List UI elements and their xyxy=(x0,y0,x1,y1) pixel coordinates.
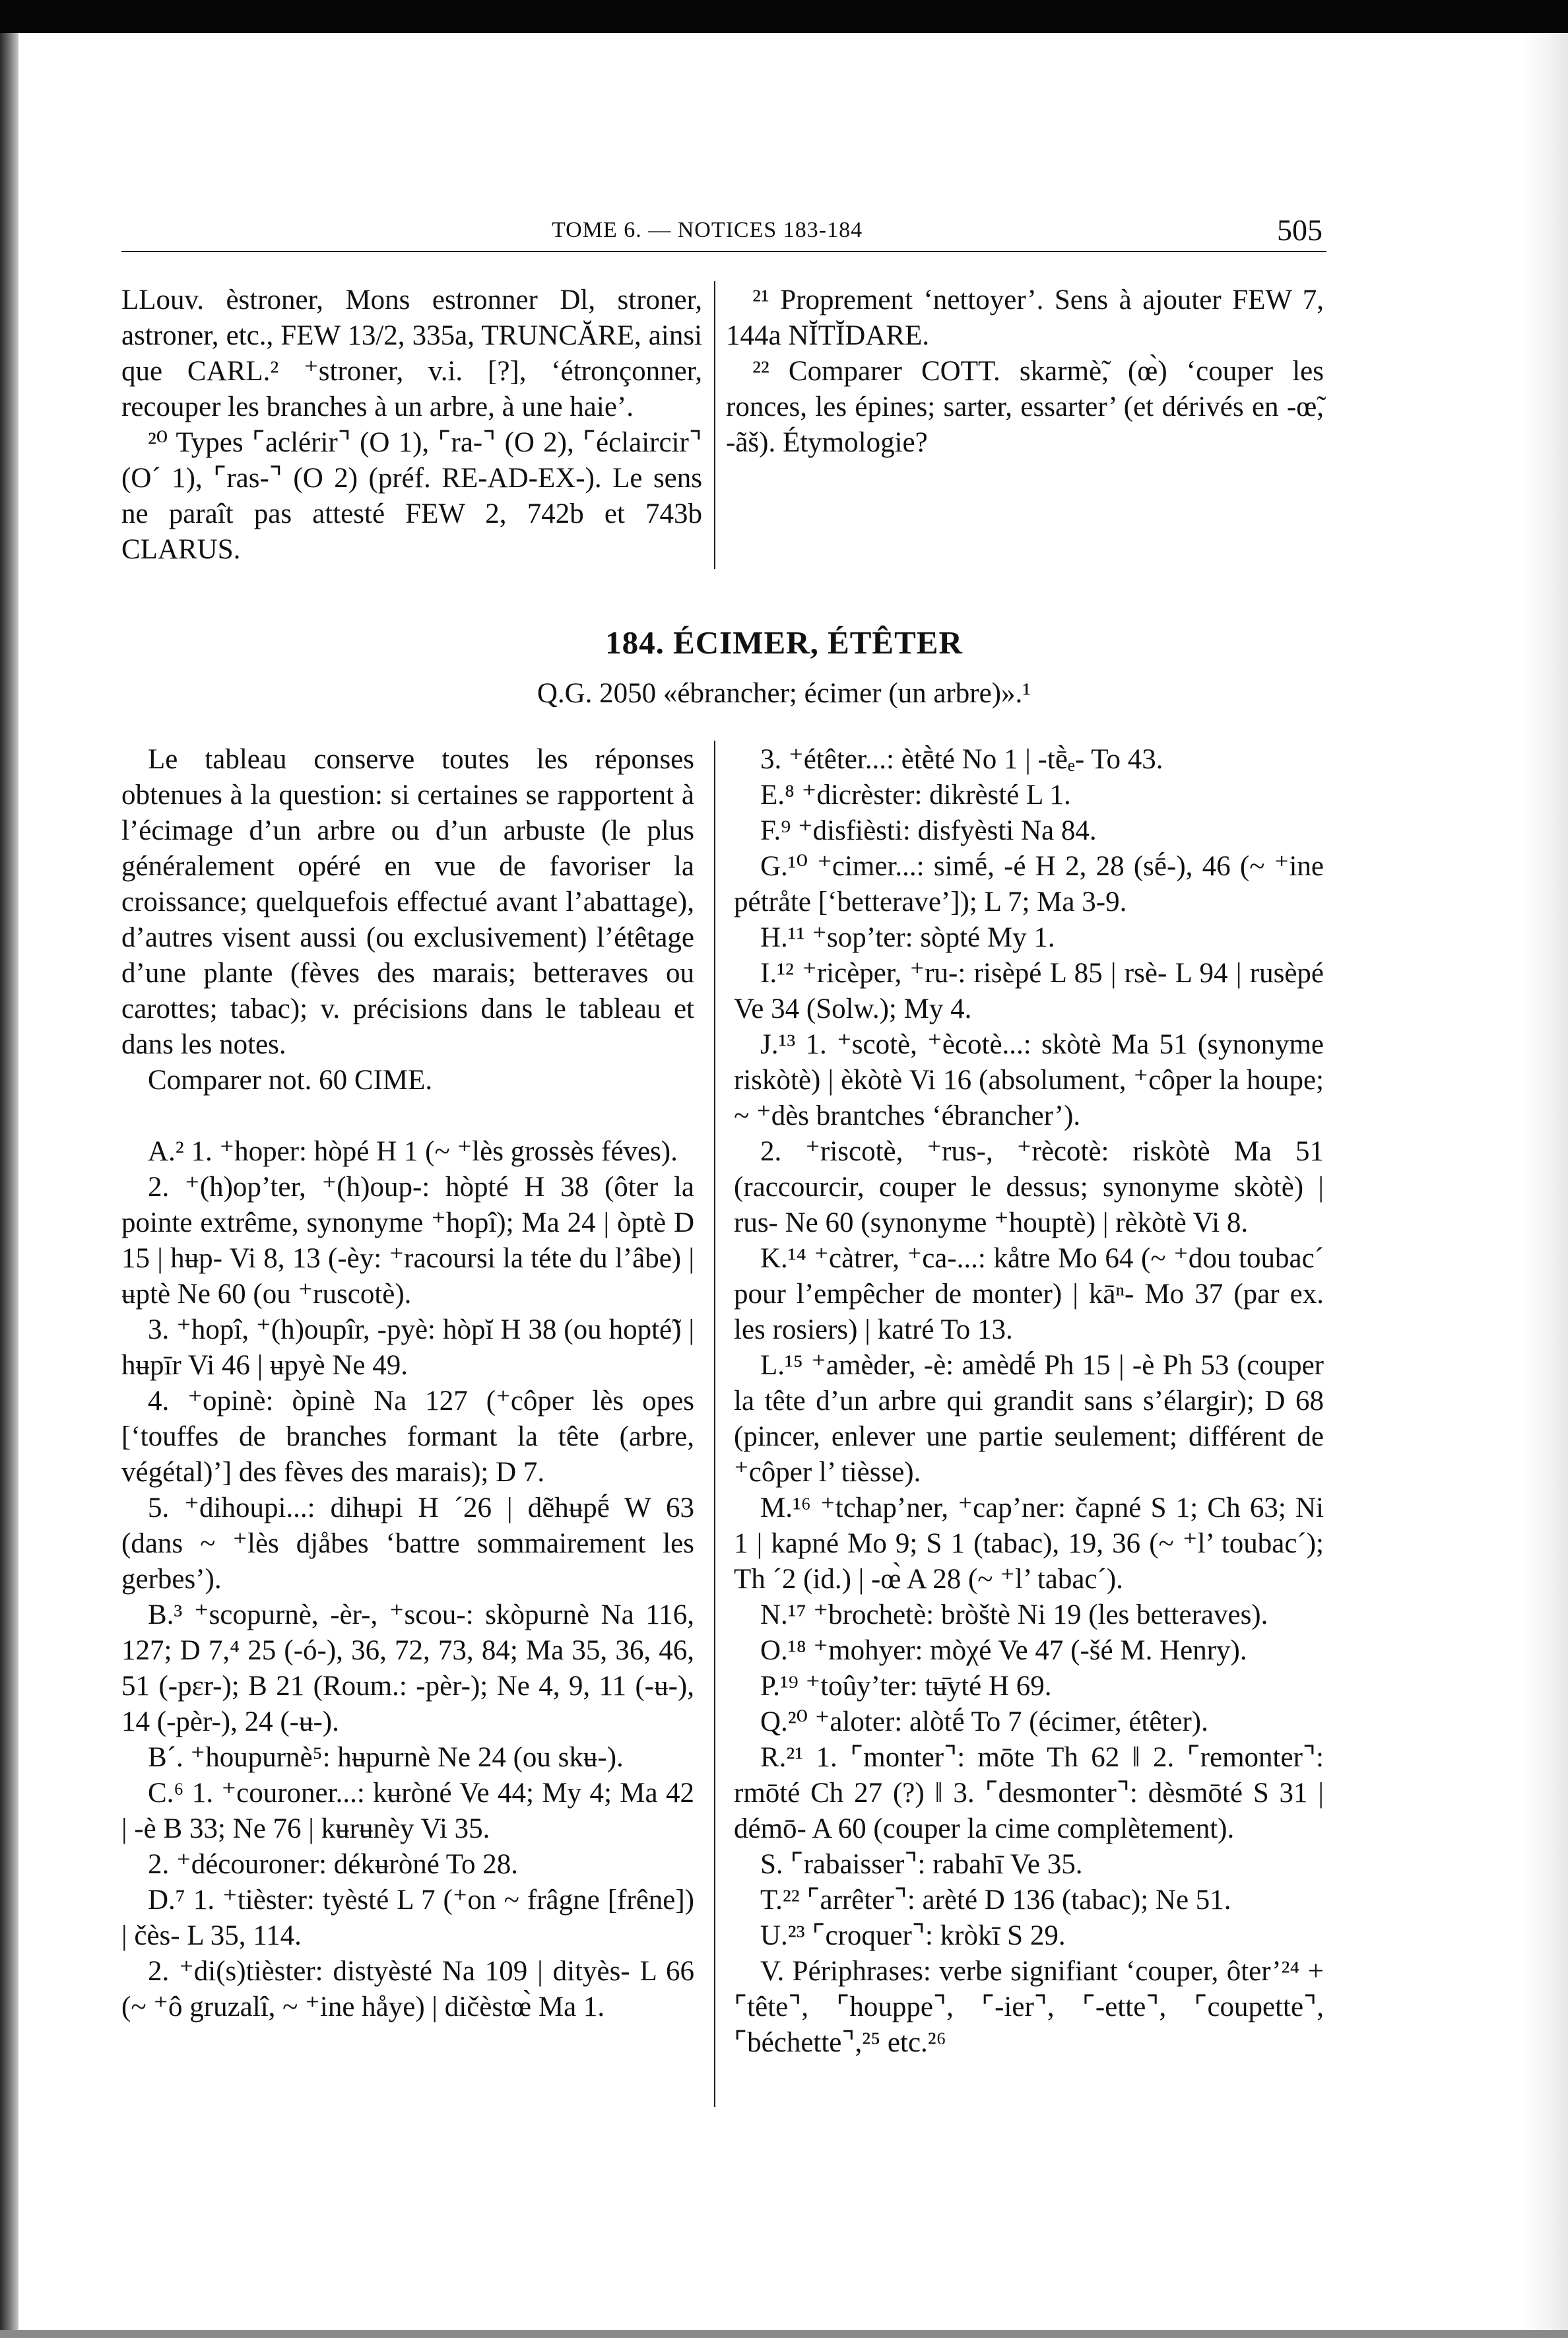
page-number: 505 xyxy=(1277,213,1323,247)
header-rule xyxy=(121,251,1326,252)
entry-S: S. ⌜rabaisser⌝: rabahī Ve 35. xyxy=(760,1849,1083,1880)
question-reference: Q.G. 2050 «ébrancher; écimer (un arbre)».¹ xyxy=(537,678,1031,709)
entry-L: L.¹⁵ ⁺amèder, -è: amèdḗ Ph 15 | -è Ph 53 (couper la tête d’un arbre qui grandit sans s’élargir); D 68 (pincer, enlever une partie seulement; différent de ⁺côper l’ tièsse). xyxy=(734,1350,1324,1488)
entry-R: R.²¹ 1. ⌜monter⌝: mōte Th 62 ‖ 2. ⌜remonter⌝: rmōté Ch 27 (?) ‖ 3. ⌜desmonter⌝: dèsmōté S 31 | démō- A 60 (couper la cime complètement). xyxy=(734,1742,1324,1844)
entry-E: E.⁸ ⁺dicrèster: dikrèsté L 1. xyxy=(760,780,1071,811)
column-divider-body xyxy=(714,741,715,2107)
entry-Q: Q.²⁰ ⁺aloter: alòtḗ To 7 (écimer, étêter). xyxy=(760,1706,1208,1737)
entry-D3: 3. ⁺étêter...: ètḕté No 1 | -tḕₑ- To 43. xyxy=(760,744,1163,775)
entry-A2: 2. ⁺(h)op’ter, ⁺(h)oup-: hòpté H 38 (ôter la pointe extrême, synonyme ⁺hopî); Ma 24 | òptè D 15 | hʉp- Vi 8, 13 (-èy: ⁺racoursi la téte du l’âbe) | ʉptè Ne 60 (ou ⁺ruscotè). xyxy=(121,1172,694,1310)
entry-J2: 2. ⁺riscotè, ⁺rus-, ⁺rècotè: riskòtè Ma 51 (raccourcir, couper le dessus; synonyme skòtè) | rus- Ne 60 (synonyme ⁺houptè) | rèkòtè Vi 8. xyxy=(734,1136,1324,1238)
entry-J1: J.¹³ 1. ⁺scotè, ⁺ècotè...: skòtè Ma 51 (synonyme riskòtè) | èkòtè Vi 16 (absolument, ⁺côper la houpe; ~ ⁺dès brantches ‘ébrancher’). xyxy=(734,1029,1324,1131)
intro-paragraph: Le tableau conserve toutes les réponses obtenues à la question: si certaines se rapportent à l’écimage d’un arbre ou d’un arbuste (le plus généralement opéré en vue de favoriser la croissance; quelquefois effectué avant l’abattage), d’autres visent aussi (ou exclusivement) l’étêtage d’une plante (fèves des marais; betteraves ou carottes; tabac); v. précisions dans le tableau et dans les notes. xyxy=(121,744,694,1060)
entry-N: N.¹⁷ ⁺brochetè: bròštè Ni 19 (les betteraves). xyxy=(760,1599,1268,1630)
entry-P: P.¹⁹ ⁺toûy’ter: tʉ̄yté H 69. xyxy=(760,1671,1052,1702)
scan-top-border xyxy=(0,0,1568,33)
entry-T: T.²² ⌜arrêter⌝: arèté D 136 (tabac); Ne 51. xyxy=(760,1885,1231,1916)
column-divider-top xyxy=(714,281,715,569)
entry-D2: 2. ⁺di(s)tièster: distyèsté Na 109 | dityès- L 66 (~ ⁺ô gruzalî, ~ ⁺ine håye) | dičèstœ̀ Ma 1. xyxy=(121,1956,694,2022)
entry-V: V. Périphrases: verbe signifiant ‘couper, ôter’²⁴ + ⌜tête⌝, ⌜houppe⌝, ⌜-ier⌝, ⌜-ette⌝, ⌜coupette⌝, ⌜béchette⌝,²⁵ etc.²⁶ xyxy=(734,1956,1324,2058)
entry-G: G.¹⁰ ⁺cimer...: simḗ, -é H 2, 28 (sḗ-), 46 (~ ⁺ine pétråte [‘betterave’]); L 7; Ma 3-9. xyxy=(734,851,1324,918)
entry-A1: A.² 1. ⁺hoper: hòpé H 1 (~ ⁺lès grossès féves). xyxy=(148,1136,678,1167)
footnote-20: ²⁰ Types ⌜aclérir⌝ (O 1), ⌜ra-⌝ (O 2), ⌜éclaircir⌝ (O´ 1), ⌜ras-⌝ (O 2) (préf. RE-AD-EX-). Le sens ne paraît pas attesté FEW 2, 742b et 743b CLARUS. xyxy=(121,427,702,565)
footnote-continuation: LLouv. èstroner, Mons estronner Dl, stroner, astroner, etc., FEW 13/2, 335a, TRUNCĂRE, ainsi que CARL.² ⁺stroner, v.i. [?], ‘étronçonner, recouper les branches à un arbre, à une haie’. xyxy=(121,284,702,422)
body-left-column xyxy=(121,742,694,2025)
entry-A5: 5. ⁺dihoupi...: dihʉpi H ´26 | dẽhʉpḗ W 63 (dans ~ ⁺lès djåbes ‘battre sommairement les gerbes’). xyxy=(121,1492,694,1595)
entry-O: O.¹⁸ ⁺mohyer: mòχé Ve 47 (-šé M. Henry). xyxy=(760,1635,1247,1666)
entry-D1: D.⁷ 1. ⁺tièster: tyèsté L 7 (⁺on ~ frâgne [frêne]) | čès- L 35, 114. xyxy=(121,1885,694,1951)
entry-A4: 4. ⁺opinè: òpinè Na 127 (⁺côper lès opes [‘touffes de branches formant la tête (arbre, végétal)’] des fèves des marais); D 7. xyxy=(121,1386,694,1488)
entry-H: H.¹¹ ⁺sop’ter: sòpté My 1. xyxy=(760,922,1055,953)
entry-B-prime: B´. ⁺houpurnè⁵: hʉpurnè Ne 24 (ou skʉ-). xyxy=(148,1742,624,1773)
running-head-title: TOME 6. — NOTICES 183-184 xyxy=(552,218,863,242)
entry-C1: C.⁶ 1. ⁺couroner...: kʉròné Ve 44; My 4; Ma 42 | -è B 33; Ne 76 | kʉrʉnèy Vi 35. xyxy=(121,1778,694,1844)
entry-A3: 3. ⁺hopî, ⁺(h)oupîr, -pyè: hòpĭ H 38 (ou hopté̃) | hʉpīr Vi 46 | ʉpyè Ne 49. xyxy=(121,1314,694,1381)
paragraph-gap xyxy=(121,1098,694,1134)
entry-C2: 2. ⁺découroner: dékʉròné To 28. xyxy=(148,1849,519,1880)
footnote-22: ²² Comparer COTT. skarmè̃, (œ̀) ‘couper les ronces, les épines; sarter, essarter’ (et dérivés en -œ̃, -ãš). Étymologie? xyxy=(726,356,1324,458)
entry-I: I.¹² ⁺ricèper, ⁺ru-: risèpé L 85 | rsè- L 94 | rusèpé Ve 34 (Solw.); My 4. xyxy=(734,958,1324,1024)
scan-right-margin xyxy=(1522,33,1568,2330)
entry-F: F.⁹ ⁺disfièsti: disfyèsti Na 84. xyxy=(760,815,1097,846)
entry-M: M.¹⁶ ⁺tchap’ner, ⁺cap’ner: čapné S 1; Ch 63; Ni 1 | kapné Mo 9; S 1 (tabac), 19, 36 (~ ⁺l’ toubac´); Th ´2 (id.) | -œ̀ A 28 (~ ⁺l’ tabac´). xyxy=(734,1492,1324,1595)
entry-K: K.¹⁴ ⁺càtrer, ⁺ca-...: kåtre Mo 64 (~ ⁺dou toubac´ pour l’empêcher de monter) | kāⁿ- Mo 37 (par ex. les rosiers) | katré To 13. xyxy=(734,1243,1324,1345)
entry-B: B.³ ⁺scopurnè, -èr-, ⁺scou-: skòpurnè Na 116, 127; D 7,⁴ 25 (-ó-), 36, 72, 73, 84; Ma 35, 36, 46, 51 (-pɛr-); B 21 (Roum.: -pèr-); Ne 4, 9, 11 (-ʉ-), 14 (-pèr-), 24 (-ʉ-). xyxy=(121,1599,694,1737)
entry-U: U.²³ ⌜croquer⌝: kròkī S 29. xyxy=(760,1920,1066,1951)
body-right-column xyxy=(734,742,1324,2061)
footnote-21: ²¹ Proprement ‘nettoyer’. Sens à ajouter FEW 7, 144a NĬTĬDARE. xyxy=(726,284,1324,351)
running-head xyxy=(0,213,1568,252)
section-title: 184. ÉCIMER, ÉTÊTER xyxy=(605,624,963,661)
previous-notes-right xyxy=(726,283,1324,461)
cross-reference: Comparer not. 60 CIME. xyxy=(148,1065,433,1096)
scan-bottom-border xyxy=(0,2330,1568,2338)
previous-notes-left xyxy=(121,283,702,568)
scan-binding-shadow xyxy=(0,33,18,2338)
